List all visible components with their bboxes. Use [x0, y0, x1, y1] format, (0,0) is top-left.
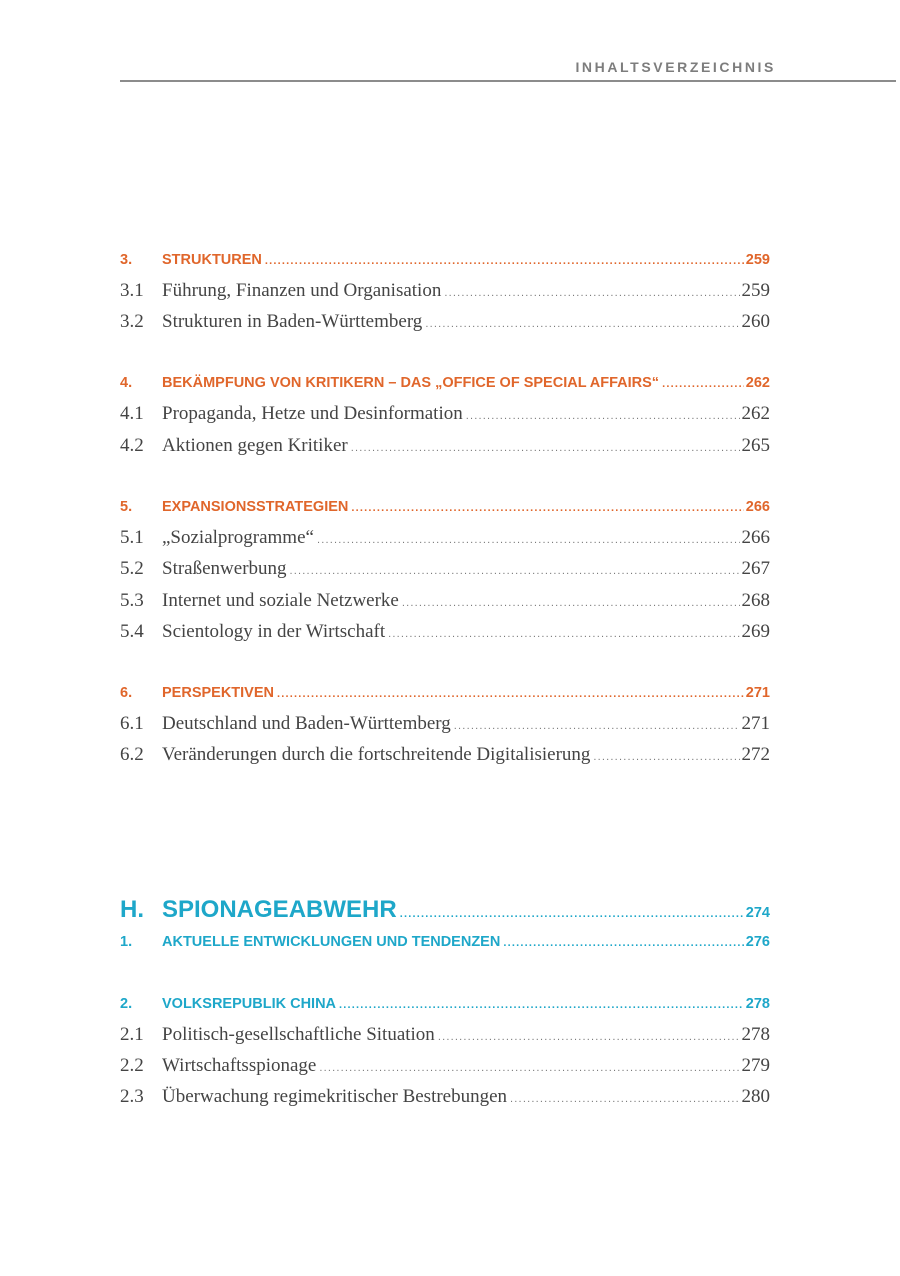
leader-dots	[351, 502, 743, 514]
toc-number: H.	[120, 896, 144, 923]
toc-number: 4.2	[120, 435, 144, 456]
toc-page: 280	[741, 1086, 770, 1107]
toc-number: 5.1	[120, 527, 144, 548]
toc-title: VOLKSREPUBLIK CHINA	[162, 996, 337, 1012]
toc-page: 267	[741, 558, 770, 579]
leader-dots	[425, 318, 739, 330]
toc-title: STRUKTUREN	[162, 252, 262, 268]
toc-number: 2.1	[120, 1024, 144, 1045]
toc-page: 274	[745, 905, 770, 921]
toc-number: 5.2	[120, 558, 144, 579]
leader-dots	[510, 1093, 739, 1105]
header-title: INHALTSVERZEICHNIS	[575, 59, 776, 75]
leader-dots	[351, 442, 740, 454]
toc-number: 5.4	[120, 621, 144, 642]
leader-dots	[438, 1031, 740, 1043]
toc-page: 269	[741, 621, 770, 642]
toc-number: 2.3	[120, 1086, 144, 1107]
toc-title: Politisch-gesellschaftliche Situation	[162, 1024, 435, 1045]
toc-entry-6-1[interactable]	[120, 713, 770, 735]
toc-number: 5.	[120, 499, 133, 515]
toc-title: Führung, Finanzen und Organisation	[162, 280, 442, 301]
toc-title: Veränderungen durch die fortschreitende Digitalisierung	[162, 744, 591, 765]
leader-dots	[402, 597, 740, 609]
leader-dots	[265, 255, 744, 267]
toc-section-2[interactable]	[120, 996, 770, 1012]
toc-title: EXPANSIONSSTRATEGIEN	[162, 499, 349, 515]
toc-title: Überwachung regimekritischer Bestrebungen	[162, 1086, 508, 1107]
toc-page: 272	[741, 744, 770, 765]
toc-page: 262	[745, 375, 770, 391]
toc-number: 3.	[120, 252, 133, 268]
toc-title: AKTUELLE ENTWICKLUNGEN UND TENDENZEN	[162, 934, 501, 950]
leader-dots	[277, 688, 744, 700]
toc-page: 266	[745, 499, 770, 515]
toc-number: 1.	[120, 934, 133, 950]
toc-entry-4-1[interactable]	[120, 403, 770, 425]
toc-entry-3-2[interactable]	[120, 311, 770, 333]
leader-dots	[290, 565, 740, 577]
toc-number: 4.1	[120, 403, 144, 424]
toc-page: 265	[741, 435, 770, 456]
toc-page: 278	[745, 996, 770, 1012]
toc-title: BEKÄMPFUNG VON KRITIKERN – DAS „OFFICE OF SPECIAL AFFAIRS“	[162, 375, 660, 391]
toc-section-4[interactable]	[120, 375, 770, 391]
leader-dots	[339, 999, 744, 1011]
toc-title: Straßenwerbung	[162, 558, 287, 579]
toc-entry-6-2[interactable]	[120, 744, 770, 766]
toc-number: 2.	[120, 996, 133, 1012]
leader-dots	[444, 287, 739, 299]
leader-dots	[454, 720, 740, 732]
leader-dots	[388, 628, 739, 640]
toc-page: 268	[741, 590, 770, 611]
running-header	[120, 56, 896, 82]
toc-section-3[interactable]	[120, 252, 770, 268]
toc-number: 4.	[120, 375, 133, 391]
toc-section-6[interactable]	[120, 685, 770, 701]
toc-title: Aktionen gegen Kritiker	[162, 435, 348, 456]
toc-section-1[interactable]	[120, 934, 770, 950]
leader-dots	[400, 908, 744, 920]
toc-page: 260	[741, 311, 770, 332]
leader-dots	[466, 410, 740, 422]
leader-dots	[319, 1062, 739, 1074]
toc-number: 2.2	[120, 1055, 144, 1076]
leader-dots	[317, 534, 740, 546]
toc-section-5[interactable]	[120, 499, 770, 515]
leader-dots	[662, 378, 744, 390]
toc-title: Propaganda, Hetze und Desinformation	[162, 403, 463, 424]
toc-entry-5-3[interactable]	[120, 590, 770, 612]
toc-page: 266	[741, 527, 770, 548]
toc-page: 259	[741, 280, 770, 301]
toc-number: 3.1	[120, 280, 144, 301]
toc-title: Internet und soziale Netzwerke	[162, 590, 399, 611]
toc-entry-5-1[interactable]	[120, 527, 770, 549]
toc-page: 259	[745, 252, 770, 268]
toc-entry-5-2[interactable]	[120, 558, 770, 580]
toc-title: Wirtschaftsspionage	[162, 1055, 317, 1076]
toc-page: 271	[745, 685, 770, 701]
toc-entry-2-2[interactable]	[120, 1055, 770, 1077]
toc-title: PERSPEKTIVEN	[162, 685, 274, 701]
toc-page: 278	[741, 1024, 770, 1045]
toc-entry-2-3[interactable]	[120, 1086, 770, 1108]
leader-dots	[593, 751, 739, 763]
toc-entry-5-4[interactable]	[120, 621, 770, 643]
toc-page: 276	[745, 934, 770, 950]
toc-title: Scientology in der Wirtschaft	[162, 621, 386, 642]
toc-chapter-h[interactable]	[120, 896, 770, 924]
leader-dots	[503, 937, 743, 949]
toc-entry-4-2[interactable]	[120, 435, 770, 457]
toc-page: 262	[741, 403, 770, 424]
toc-title: SPIONAGEABWEHR	[162, 896, 397, 923]
toc-number: 6.1	[120, 713, 144, 734]
toc-entry-2-1[interactable]	[120, 1024, 770, 1046]
toc-number: 5.3	[120, 590, 144, 611]
toc-title: „Sozialprogramme“	[162, 527, 314, 548]
toc-page: 279	[741, 1055, 770, 1076]
toc-title: Strukturen in Baden-Württemberg	[162, 311, 423, 332]
toc-number: 3.2	[120, 311, 144, 332]
toc-page: 271	[741, 713, 770, 734]
toc-number: 6.2	[120, 744, 144, 765]
toc-number: 6.	[120, 685, 133, 701]
toc-title: Deutschland und Baden-Württemberg	[162, 713, 451, 734]
toc-entry-3-1[interactable]	[120, 280, 770, 302]
